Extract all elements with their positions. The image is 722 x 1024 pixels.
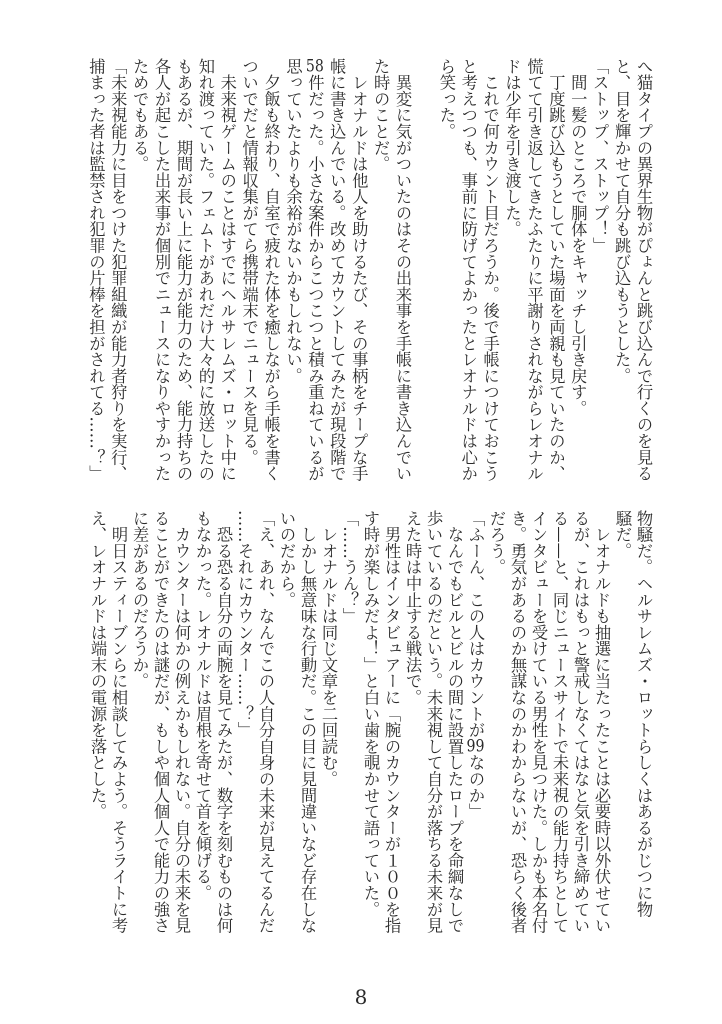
text-line: るが、これはもっと警戒しなくてはなと気を引き締めてい bbox=[571, 510, 590, 934]
text-line: カウンターは何かの例えかもしれない。自分の未来を見 bbox=[172, 510, 191, 934]
text-line: 男性はインタビュアーに「腕のカウンターが１００を指 bbox=[382, 510, 401, 934]
text-line: レオナルドも抽選に当たったことは必要時以外伏せてい bbox=[592, 510, 611, 934]
number-text: 99 bbox=[466, 738, 485, 755]
text-line bbox=[413, 58, 435, 488]
text-line: 「え、あれ、なんでこの人自分自身の未来が見えてるんだ bbox=[256, 510, 275, 934]
text-line: 58件だった。小さな案件からこつこつと積み重ねているが bbox=[305, 58, 325, 482]
text-line: 恐る恐る自分の両腕を見てみたが、数字を刻むものは何 bbox=[214, 510, 233, 934]
text-line: す時が楽しみだよ！」と白い歯を覗かせて語っていた。 bbox=[361, 510, 380, 918]
text-line: ついでだと情報収集がてら携帯端末でニュースを見る。 bbox=[239, 58, 259, 466]
text-line: 異変に気がついたのはその出来事を手帳に書き込んでい bbox=[393, 58, 413, 482]
text-line: 明日スティーブンらに相談してみよう。そうライトに考 bbox=[109, 510, 128, 934]
text-line: だろう。 bbox=[487, 510, 506, 576]
text-line: に差があるのだろうか。 bbox=[130, 510, 149, 690]
text-line: いのだから。 bbox=[277, 510, 296, 608]
text-line: もなかった。レオナルドは眉根を寄せて首を傾げる。 bbox=[193, 510, 212, 901]
text-line: 「ふーん、この人はカウントが99なのか」 bbox=[466, 510, 485, 820]
text-line: 「……うん？」 bbox=[340, 510, 359, 625]
text-line: ドは少年を引き渡した。 bbox=[502, 58, 522, 238]
text-line: え、レオナルドは端末の電源を落とした。 bbox=[88, 510, 107, 820]
text-line: えた時は中止する戦法で。 bbox=[403, 510, 422, 706]
text-line: 捕まった者は監禁され犯罪の片棒を担がされてる……？」 bbox=[86, 58, 106, 482]
text-line: 未来視ゲームのことはすでにヘルサレムズ・ロット中に bbox=[217, 58, 237, 482]
text-line: レオナルドは同じ文章を二回読む。 bbox=[319, 510, 338, 787]
text-line: ら笑った。 bbox=[436, 58, 456, 140]
text-line: これで何カウント目だろうか。後で手帳につけておこう bbox=[480, 58, 500, 482]
text-line: 「ストップ、ストップ！」 bbox=[590, 58, 610, 254]
text-line: 物騒だ。ヘルサレムズ・ロットらしくはあるがじつに物 bbox=[634, 510, 653, 918]
text-line: 知れ渡っていた。フェムトがあれだけ大々的に放送したの bbox=[195, 58, 215, 482]
page-number: 8 bbox=[354, 985, 368, 1009]
text-line: レオナルドは他人を助けるたび、その事柄をチープな手 bbox=[349, 58, 369, 482]
text-line: ためでもある。 bbox=[130, 58, 150, 173]
text-line: 各人が起こした出来事が個別でニュースになりやすかった bbox=[152, 58, 172, 482]
text-line: 夕飯も終わり、自室で疲れた体を癒しながら手帳を書く bbox=[261, 58, 281, 482]
text-line: 間一髪のところで胴体をキャッチし引き戻す。 bbox=[568, 58, 588, 417]
text-block-upper bbox=[84, 58, 654, 488]
number-text: 58 bbox=[305, 58, 324, 75]
text-line: 丁度跳び込もうとしていた場面を両親も見ていたのか、 bbox=[546, 58, 566, 482]
text-line: 歩いているのだという。未来視して自分が落ちる未来が見 bbox=[424, 510, 443, 934]
text-line: もあるが、期間が長い上に能力が能力のため、能力持ちの bbox=[173, 58, 193, 482]
text-line: なんでもビルとビルの間に設置したロープを命綱なしで bbox=[445, 510, 464, 934]
text-line: た時のことだ。 bbox=[371, 58, 391, 173]
text-line: 「未来視能力に目をつけた犯罪組織が能力者狩りを実行、 bbox=[108, 58, 128, 482]
text-line: 思っていたよりも余裕がないかもしれない。 bbox=[283, 58, 303, 384]
text-line: と、目を輝かせて自分も跳び込もうとした。 bbox=[612, 58, 632, 384]
text-line: る——と、同じニュースサイトで未来視の能力持ちとして bbox=[550, 510, 569, 934]
text-line: ……それにカウンター……？」 bbox=[235, 510, 254, 739]
text-line: と考えつつも、事前に防げてよかったとレオナルドは心か bbox=[458, 58, 478, 482]
text-line: 帳に書き込んでいる。改めてカウントしてみたが現段階で bbox=[327, 58, 347, 482]
text-line: しかし無意味な行動だ。この目に見間違いなど存在しな bbox=[298, 510, 317, 934]
text-line: き。勇気があるのか無謀なのかわからないが、恐らく後者 bbox=[508, 510, 527, 934]
text-line: へ猫タイプの異界生物がぴょんと跳び込んで行くのを見る bbox=[634, 58, 653, 482]
text-line: 慌てて引き返してきたふたりに平謝りされながらレオナル bbox=[524, 58, 544, 482]
text-line: ることができたのは謎だが、もしや個人個人で能力の強さ bbox=[151, 510, 170, 934]
text-line: 騒だ。 bbox=[613, 510, 632, 559]
text-line: インタビューを受けている男性を見つけた。しかも本名付 bbox=[529, 510, 548, 934]
text-block-lower bbox=[87, 510, 654, 940]
